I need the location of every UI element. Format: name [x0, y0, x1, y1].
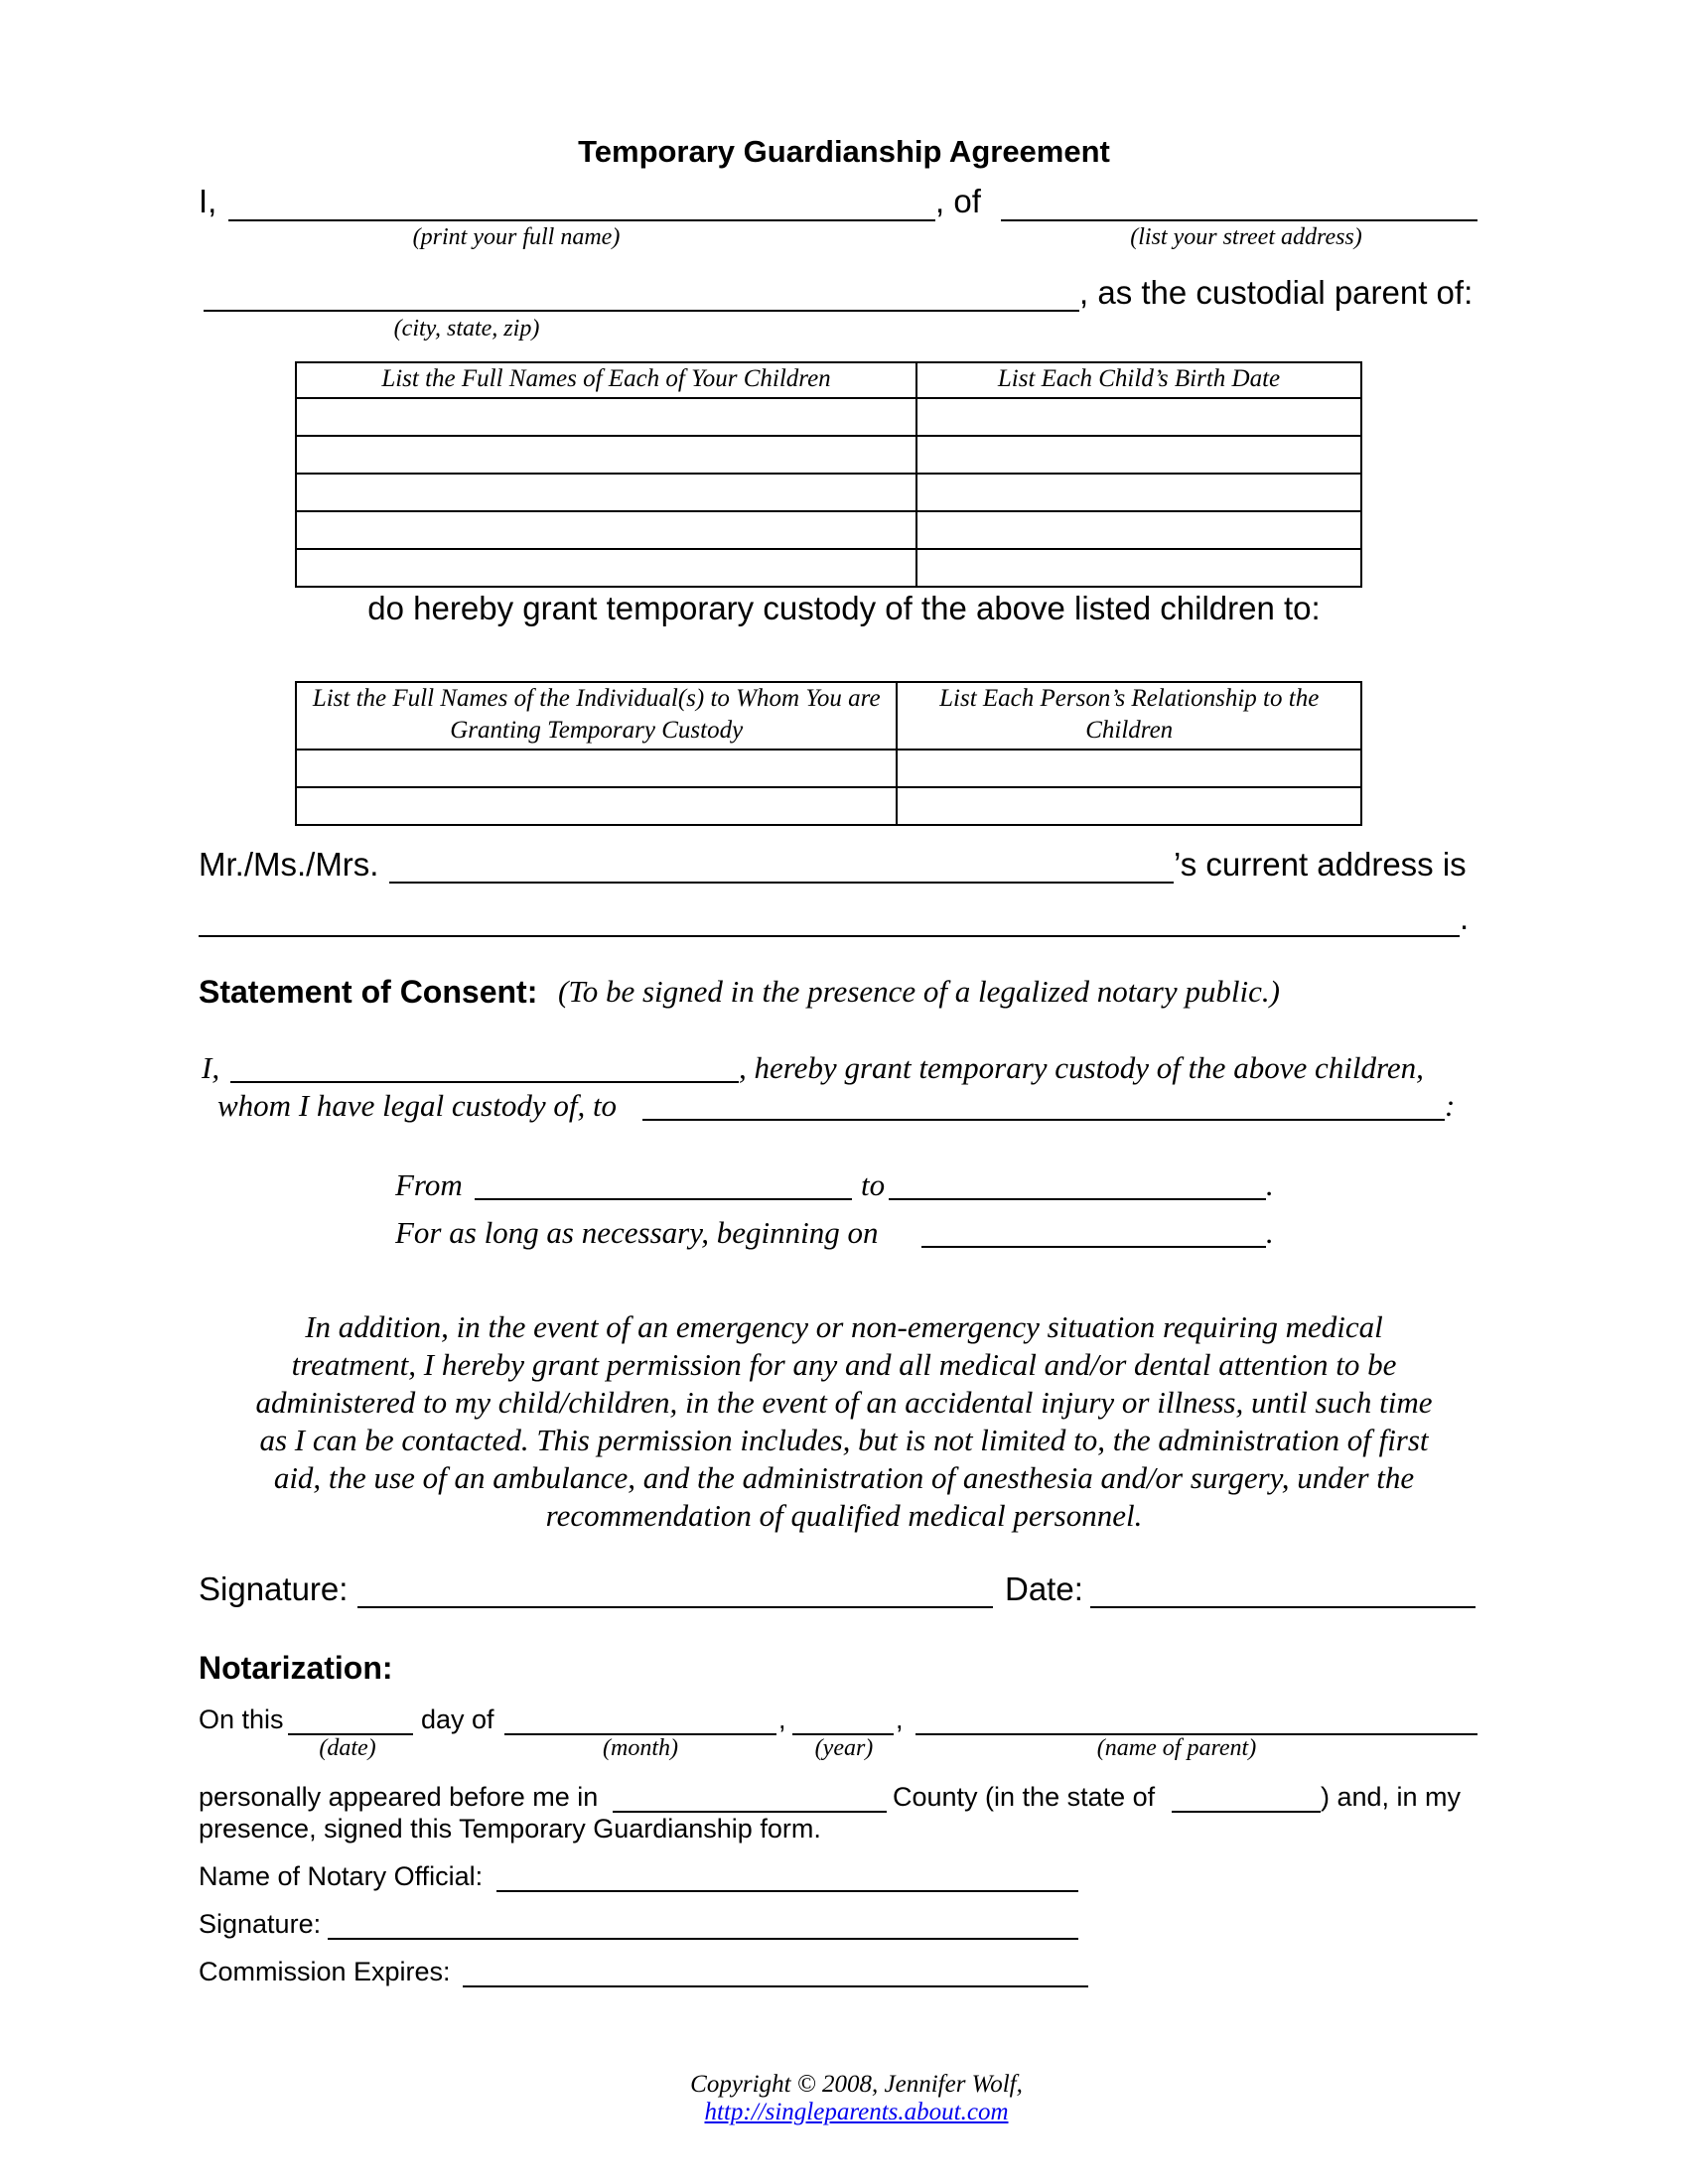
child-name-cell[interactable]: [296, 398, 916, 436]
child-name-cell[interactable]: [296, 474, 916, 511]
current-address-label: ’s current address is: [1174, 846, 1467, 883]
consent-note: (To be signed in the presence of a legalized notary public.): [558, 974, 1280, 1009]
medical-line: In addition, in the event of an emergency or non-emergency situation requiring medical: [305, 1309, 1383, 1344]
guardian-name-cell[interactable]: [296, 787, 897, 825]
copyright-footer: [0, 2043, 1688, 2154]
guardian-table: [295, 681, 1362, 826]
to-label: to: [861, 1167, 886, 1202]
medical-line: as I can be contacted. This permission includes, but is not limited to, the administration of first: [259, 1423, 1429, 1457]
guardian-relationship-cell[interactable]: [897, 750, 1361, 787]
month-comma: ,: [778, 1705, 786, 1734]
page-title: Temporary Guardianship Agreement: [578, 134, 1110, 169]
county-label: County (in the state of: [893, 1782, 1156, 1812]
year-comma: ,: [896, 1705, 904, 1734]
medical-line: recommendation of qualified medical personnel.: [545, 1498, 1143, 1533]
address-end-period: .: [1460, 899, 1470, 936]
on-this-label: On this: [199, 1705, 284, 1734]
consent-parent-name-field[interactable]: [230, 1081, 739, 1083]
notary-name-field[interactable]: [496, 1890, 1078, 1892]
from-label: From: [395, 1167, 463, 1202]
copyright-link[interactable]: http://singleparents.about.com: [704, 2099, 1009, 2125]
date-hint: (date): [319, 1735, 376, 1761]
children-birthdate-header: List Each Child’s Birth Date: [916, 362, 1361, 398]
intro-i-label: I,: [199, 183, 217, 219]
child-name-cell[interactable]: [296, 511, 916, 549]
consent-line2-end: :: [1445, 1088, 1456, 1123]
commission-expires-field[interactable]: [463, 1985, 1088, 1987]
notary-signature-label: Signature:: [199, 1909, 322, 1939]
from-to-period: .: [1266, 1167, 1274, 1202]
child-name-cell[interactable]: [296, 436, 916, 474]
day-of-label: day of: [421, 1705, 494, 1734]
medical-line: aid, the use of an ambulance, and the administration of anesthesia and/or surgery, under the: [273, 1460, 1415, 1495]
month-hint: (month): [603, 1735, 678, 1761]
city-hint: (city, state, zip): [393, 316, 540, 341]
intro-of-label: , of: [935, 183, 981, 219]
child-name-cell[interactable]: [296, 549, 916, 587]
guardian-name-field[interactable]: [389, 882, 1174, 884]
title-prefix-label: Mr./Ms./Mrs.: [199, 846, 379, 883]
child-birthdate-cell[interactable]: [916, 398, 1361, 436]
guardian-relationship-header: List Each Person’s Relationship to the Children: [897, 682, 1361, 750]
guardian-address-field[interactable]: [199, 935, 1460, 937]
medical-line: administered to my child/children, in the event of an accidental injury or illness, until such time: [255, 1385, 1433, 1420]
beginning-period: .: [1266, 1215, 1274, 1250]
and-in-my-label: ) and, in my: [1321, 1782, 1462, 1812]
grant-custody-line: do hereby grant temporary custody of the above listed children to:: [367, 590, 1321, 626]
year-hint: (year): [814, 1735, 874, 1761]
child-birthdate-cell[interactable]: [916, 436, 1361, 474]
consent-line2-text: whom I have legal custody of, to: [217, 1088, 618, 1123]
parent-signature-field[interactable]: [357, 1606, 993, 1608]
consent-line1-text: , hereby grant temporary custody of the above children,: [739, 1050, 1424, 1085]
street-address-field[interactable]: [1001, 219, 1477, 221]
signature-label: Signature:: [199, 1570, 349, 1607]
guardian-name-header: List the Full Names of the Individual(s) to Whom You are Granting Temporary Custody: [296, 682, 897, 750]
notary-name-label: Name of Notary Official:: [199, 1861, 484, 1891]
notary-signature-field[interactable]: [328, 1938, 1078, 1940]
child-birthdate-cell[interactable]: [916, 549, 1361, 587]
to-date-field[interactable]: [889, 1198, 1266, 1200]
notary-state-field[interactable]: [1172, 1811, 1321, 1813]
child-birthdate-cell[interactable]: [916, 511, 1361, 549]
children-name-header: List the Full Names of Each of Your Children: [296, 362, 916, 398]
consent-i-label: I,: [202, 1050, 220, 1085]
parent-name-field[interactable]: [228, 219, 935, 221]
address-hint: (list your street address): [1130, 224, 1362, 250]
city-state-zip-field[interactable]: [204, 310, 1079, 312]
consent-guardian-name-field[interactable]: [642, 1119, 1445, 1121]
appeared-label: personally appeared before me in: [199, 1782, 599, 1812]
beginning-label: For as long as necessary, beginning on: [395, 1215, 879, 1250]
beginning-date-field[interactable]: [921, 1246, 1266, 1248]
notarization-heading: Notarization:: [199, 1650, 393, 1686]
name-hint: (print your full name): [412, 224, 621, 250]
consent-heading: Statement of Consent:: [199, 974, 538, 1010]
child-birthdate-cell[interactable]: [916, 474, 1361, 511]
guardian-relationship-cell[interactable]: [897, 787, 1361, 825]
guardian-name-cell[interactable]: [296, 750, 897, 787]
children-table: [295, 361, 1362, 588]
notary-county-field[interactable]: [613, 1811, 887, 1813]
parent-name-hint: (name of parent): [1096, 1735, 1257, 1761]
copyright-text: Copyright © 2008, Jennifer Wolf,: [690, 2071, 1023, 2098]
signature-date-field[interactable]: [1090, 1606, 1476, 1608]
presence-line: presence, signed this Temporary Guardianship form.: [199, 1814, 821, 1843]
medical-line: treatment, I hereby grant permission for any and all medical and/or dental attention to be: [291, 1347, 1397, 1382]
from-date-field[interactable]: [475, 1198, 852, 1200]
date-label: Date:: [1005, 1570, 1083, 1607]
custodial-parent-label: , as the custodial parent of:: [1079, 274, 1474, 311]
commission-label: Commission Expires:: [199, 1957, 451, 1986]
